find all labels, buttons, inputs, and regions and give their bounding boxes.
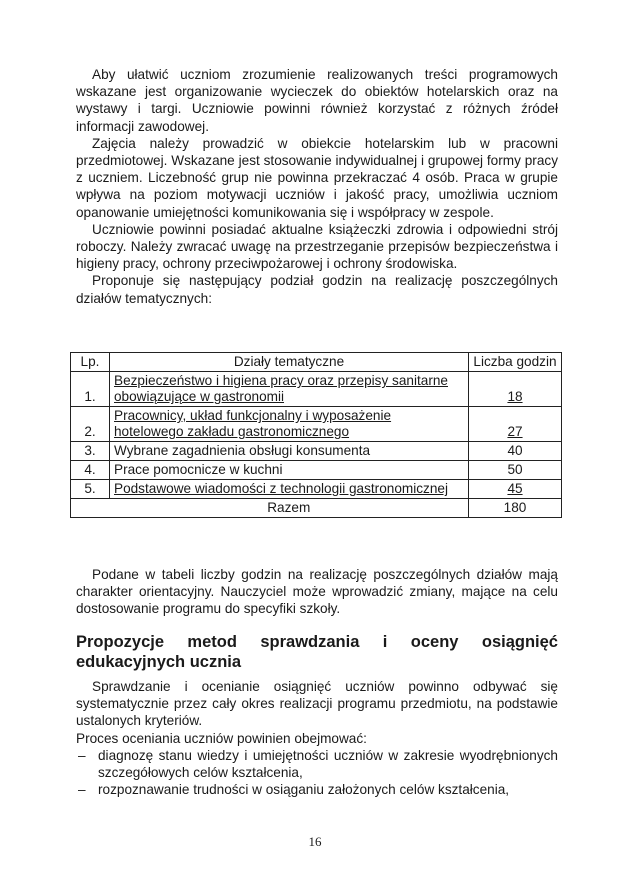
page-number: 16	[308, 834, 322, 849]
section-heading: Propozycje metod sprawdzania i oceny osiągnięć edukacyjnych ucznia	[76, 633, 558, 671]
header-lp: Lp.	[71, 353, 110, 372]
table-row	[71, 480, 562, 499]
table-header-row	[71, 353, 562, 372]
table-row	[71, 461, 562, 480]
row-subject: Bezpieczeństwo i higiena pracy oraz przepisy sanitarne obowiązujące w gastronomii	[110, 372, 469, 407]
row-hours: 50	[469, 461, 562, 480]
paragraph: Zajęcia należy prowadzić w obiekcie hotelarskim lub w pracowni przedmiotowej. Wskazane jest stosowanie indywidualnej i grupowej formy pracy z uczniem. Liczebność grup nie powinna przekraczać 4 osób. Praca w grupie wpływa na poziom motywacji uczniów i jakość pracy, umożliwia uczniom opanowanie umiejętności komunikowania się i współpracy w zespole.	[76, 135, 558, 220]
paragraph: Aby ułatwić uczniom zrozumienie realizowanych treści programowych wskazane jest organizowanie wycieczek do obiektów hotelarskich oraz na wystawy i targi. Uczniowie powinni również korzystać z różnych źródeł informacji zawodowej.	[76, 67, 558, 134]
row-subject: Prace pomocnicze w kuchni	[110, 461, 469, 480]
row-lp: 3.	[71, 442, 110, 461]
assessment-text	[76, 678, 558, 798]
total-hours: 180	[469, 499, 562, 518]
row-lp: 5.	[71, 480, 110, 499]
row-hours: 45	[469, 480, 562, 499]
total-blank-cell	[71, 499, 110, 518]
header-hours: Liczba godzin	[469, 353, 562, 372]
list-item: – rozpoznawanie trudności w osiąganiu założonych celów kształcenia,	[76, 781, 558, 798]
paragraph: Uczniowie powinni posiadać aktualne książeczki zdrowia i odpowiedni strój roboczy. Należy zwracać uwagę na przestrzeganie przepisów bezpieczeństwa i higieny pracy, ochrony przeciwpożarowej i ochrony środowiska.	[76, 221, 558, 272]
row-lp: 1.	[71, 372, 110, 407]
total-label: Razem	[110, 499, 469, 518]
table-row	[71, 442, 562, 461]
row-lp: 4.	[71, 461, 110, 480]
row-subject: Podstawowe wiadomości z technologii gastronomicznej	[110, 480, 469, 499]
paragraph: Podane w tabeli liczby godzin na realizację poszczególnych działów mają charakter orientacyjny. Nauczyciel może wprowadzić zmiany, mające na celu dostosowanie programu do specyfiki szkoły.	[76, 567, 558, 617]
row-lp: 2.	[71, 407, 110, 442]
row-hours: 40	[469, 442, 562, 461]
intro-text	[76, 66, 558, 307]
row-hours: 27	[469, 407, 562, 442]
table-total-row	[71, 499, 562, 518]
table-row	[71, 372, 562, 407]
row-subject: Wybrane zagadnienia obsługi konsumenta	[110, 442, 469, 461]
header-subject: Działy tematyczne	[110, 353, 469, 372]
hours-table	[70, 352, 562, 518]
list-item: – diagnozę stanu wiedzy i umiejętności uczniów w zakresie wyodrębnionych szczegółowych celów kształcenia,	[76, 747, 558, 781]
table-note	[76, 566, 558, 618]
row-subject: Pracownicy, układ funkcjonalny i wyposażenie hotelowego zakładu gastronomicznego	[110, 407, 469, 442]
paragraph: Proponuje się następujący podział godzin na realizację poszczególnych działów tematycznych:	[76, 273, 558, 306]
paragraph: Proces oceniania uczniów powinien obejmować:	[76, 730, 367, 746]
paragraph: Sprawdzanie i ocenianie osiągnięć uczniów powinno odbywać się systematycznie przez cały okres realizacji programu przedmiotu, na podstawie ustalonych kryteriów.	[76, 679, 558, 729]
table-row	[71, 407, 562, 442]
row-hours: 18	[469, 372, 562, 407]
assessment-list	[76, 747, 558, 799]
